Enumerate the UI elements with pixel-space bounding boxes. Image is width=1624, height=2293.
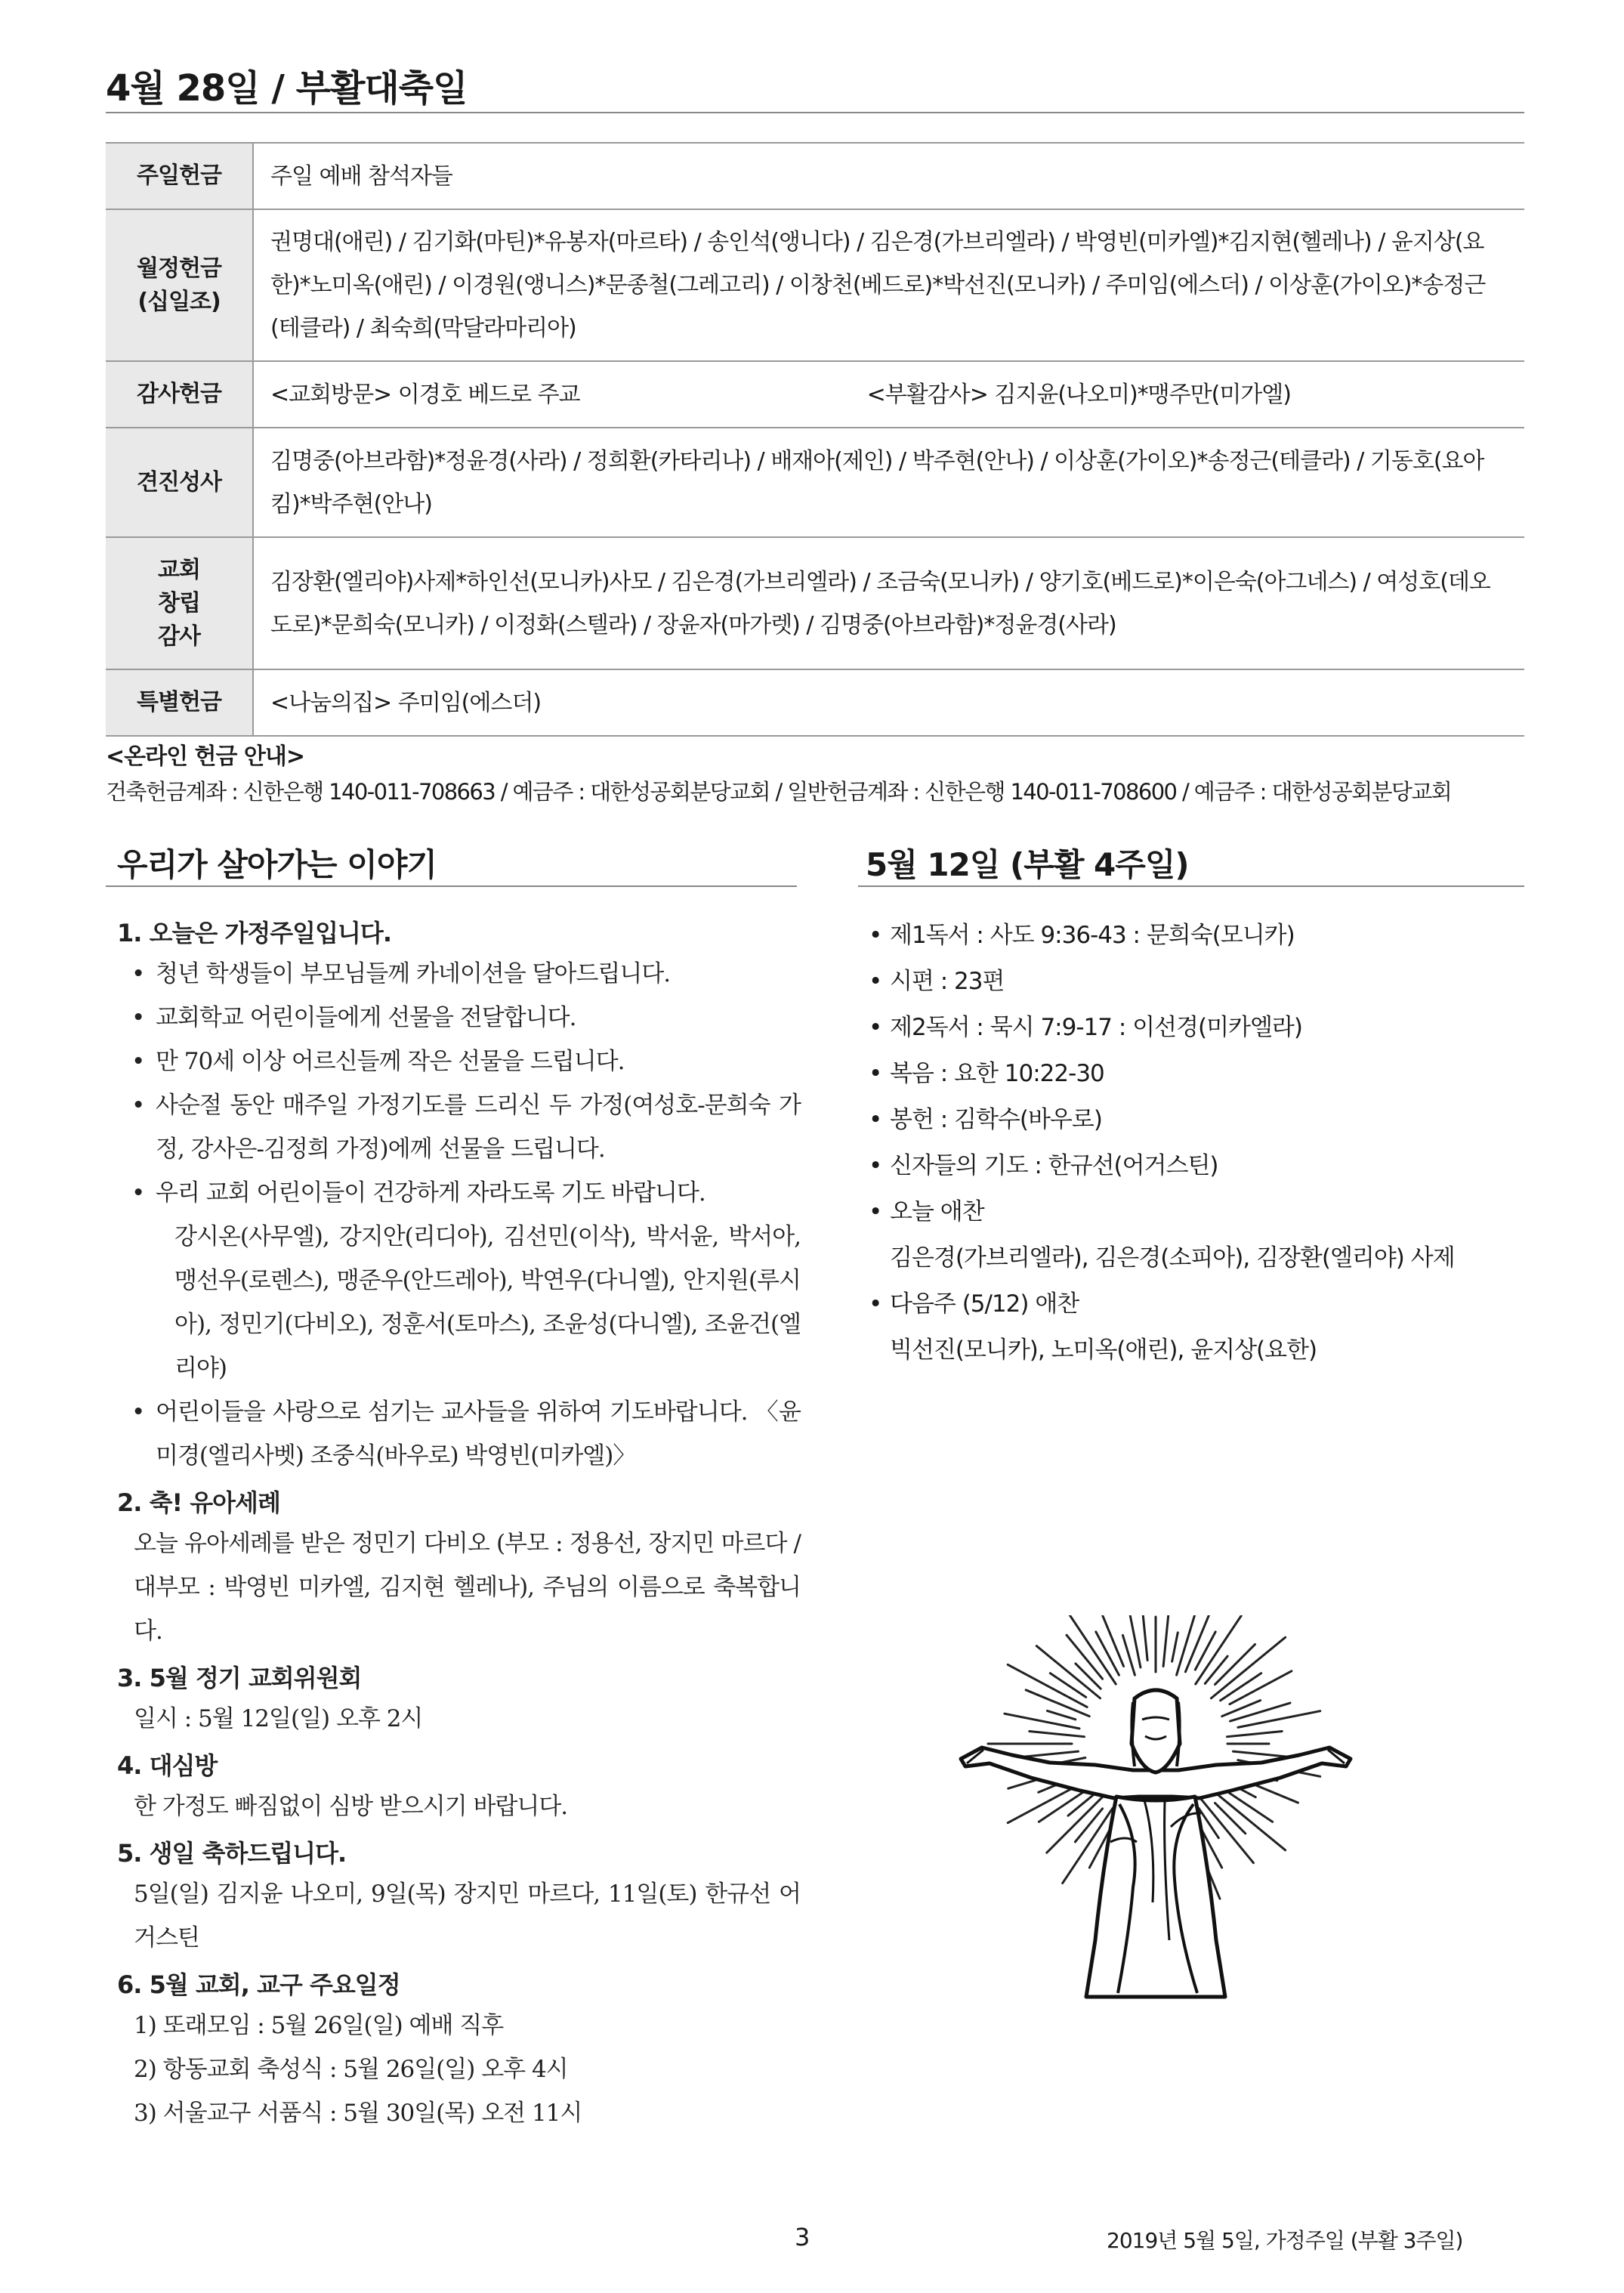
light-ray [1122, 1635, 1135, 1675]
light-ray [1076, 1664, 1101, 1689]
light-ray [1185, 1615, 1220, 1672]
row-label: 감사헌금 [106, 361, 253, 428]
row-label [106, 209, 253, 361]
light-ray [1068, 1793, 1095, 1816]
item-heading: 4. 대심방 [117, 1751, 218, 1780]
row-value: 김장환(엘리야)사제*하인선(모니카)사모 / 김은경(가브리엘라) / 조금숙(모니카) / 양기호(베드로)*이은숙(아그네스) / 여성호(데오도로)*문희숙(모니카) / 이정화(스텔라) / 장윤자(마가렛) / 김명중(아브라함)*정윤경(사라) [253, 537, 1524, 669]
readings-divider [858, 885, 1524, 887]
thanks-visit: <교회방문> 이경호 베드로 주교 [270, 381, 580, 408]
title-divider [106, 112, 1524, 113]
risen-christ-illustration [944, 1615, 1367, 2008]
light-ray [1227, 1732, 1283, 1737]
light-ray [1047, 1710, 1075, 1719]
stories-section [117, 914, 801, 2135]
row-label: 견진성사 [106, 428, 253, 537]
light-ray [1139, 1615, 1147, 1661]
readings-title: 5월 12일 (부활 4주일) [866, 846, 1189, 883]
row-value [253, 361, 1524, 428]
list-item: • 청년 학생들이 부모님들께 카네이션을 달아드립니다. [117, 952, 801, 996]
list-item: • 우리 교회 어린이들이 건강하게 자라도록 기도 바랍니다. [117, 1171, 801, 1215]
row-label [106, 537, 253, 669]
online-offering-accounts: 건축헌금계좌 : 신한은행 140-011-708663 / 예금주 : 대한성공회분당교회 / 일반헌금계좌 : 신한은행 140-011-708600 / 예금주 : 대한성공회분당교회 [106, 779, 1452, 805]
list-item: • 시편 : 23편 [866, 959, 1515, 1005]
item-heading: 6. 5월 교회, 교구 주요일정 [117, 1970, 400, 1999]
offering-table [106, 142, 1524, 737]
light-ray [1163, 1615, 1171, 1666]
light-ray [1008, 1664, 1087, 1707]
thanks-easter: <부활감사> 김지윤(나오미)*맹주만(미가엘) [866, 381, 1291, 408]
row-label: 주일헌금 [106, 143, 253, 209]
list-item: • 복음 : 요한 10:22-30 [866, 1051, 1515, 1097]
item-text: 2) 항동교회 축성식 : 5월 26일(일) 오후 4시 [134, 2056, 568, 2083]
light-ray [1096, 1632, 1119, 1675]
table-row [106, 143, 1524, 209]
item-text: 1) 또래모임 : 5월 26일(일) 예배 직후 [134, 2012, 504, 2039]
table-row [106, 209, 1524, 361]
table-row [106, 669, 1524, 736]
children-names: 강시온(사무엘), 강지안(리디아), 김선민(이삭), 박서윤, 박서아, 맹선우(로렌스), 맹준우(안드레아), 박연우(다니엘), 안지원(루시아), 정민기(다비오), 정훈서(토마스), 조윤성(다니엘), 조윤건(엘리야) [174, 1223, 801, 1382]
light-ray [1036, 1646, 1100, 1698]
row-value: 권명대(애린) / 김기화(마틴)*유봉자(마르타) / 송인석(앵니다) / 김은경(가브리엘라) / 박영빈(미카엘)*김지현(헬레나) / 윤지상(요한)*노미옥(애린) / 이경원(앵니스)*문종철(그레고리) / 이창천(베드로)*박선진(모니카) / 주미임(에스더) / 이상훈(가이오)*송정근(테클라) / 최숙희(막달라마리아) [253, 209, 1524, 361]
light-ray [1195, 1632, 1215, 1670]
label-line: 창립 [158, 589, 200, 617]
footer-date: 2019년 5월 5일, 가정주일 (부활 3주일) [1107, 2228, 1463, 2253]
list-item: • 어린이들을 사랑으로 섬기는 교사들을 위하여 기도바랍니다. 〈윤미경(엘리사벳) 조중식(바우로) 박영빈(미카엘)〉 [117, 1390, 801, 1478]
item-text: 일시 : 5월 12일(일) 오후 2시 [134, 1705, 423, 1732]
table-row [106, 361, 1524, 428]
light-ray [1216, 1793, 1286, 1850]
item-heading: 5. 생일 축하드립니다. [117, 1839, 347, 1868]
light-ray [1030, 1732, 1085, 1737]
online-offering-title: <온라인 헌금 안내> [106, 743, 305, 770]
item-text: 한 가정도 빠짐없이 심방 받으시기 바랍니다. [134, 1793, 568, 1820]
list-item: • 제2독서 : 묵시 7:9-17 : 이선경(미카엘라) [866, 1005, 1515, 1051]
item-text: 오늘 유아세례를 받은 정민기 다비오 (부모 : 정용선, 장지민 마르다 / 대부모 : 박영빈 미카엘, 김지현 헬레나), 주님의 이름으로 축복합니다. [134, 1530, 801, 1645]
light-ray [1047, 1794, 1105, 1853]
table-row [106, 428, 1524, 537]
item-heading: 3. 5월 정기 교회위원회 [117, 1664, 362, 1692]
light-ray [1205, 1656, 1227, 1683]
row-label: 특별헌금 [106, 669, 253, 736]
light-ray [1075, 1809, 1102, 1842]
stories-title: 우리가 살아가는 이야기 [117, 846, 437, 883]
list-item: • 신자들의 기도 : 한규선(어거스틴) [866, 1143, 1515, 1189]
light-ray [1238, 1711, 1320, 1728]
item-heading: 1. 오늘은 가정주일입니다. [117, 919, 391, 947]
label-line: 월정헌금 [137, 255, 221, 282]
label-line: 교회 [158, 556, 200, 583]
row-value: <나눔의집> 주미임(에스더) [253, 669, 1524, 736]
light-ray [1172, 1633, 1178, 1661]
list-item: • 다음주 (5/12) 애찬 [866, 1281, 1515, 1327]
list-item: • 사순절 동안 매주일 가정기도를 드리신 두 가정(여성호-문희숙 가정, 강사은-김정희 가정)에께 선물을 드립니다. [117, 1083, 801, 1171]
stories-divider [106, 885, 797, 887]
page-number: 3 [795, 2223, 810, 2251]
list-item: • 봉헌 : 김학수(바우로) [866, 1097, 1515, 1143]
light-ray [1050, 1673, 1085, 1698]
label-line: (십일조) [137, 288, 221, 315]
page-title: 4월 28일 / 부활대축일 [106, 67, 468, 110]
item-heading: 2. 축! 유아세례 [117, 1488, 280, 1517]
list-item: • 교회학교 어린이들에게 선물을 전달합니다. [117, 996, 801, 1040]
label-line: 감사 [158, 623, 200, 650]
list-item: • 만 70세 이상 어르신들께 작은 선물을 드립니다. [117, 1040, 801, 1083]
list-item: • 오늘 애찬 [866, 1189, 1515, 1235]
item-text: 3) 서울교구 서품식 : 5월 30일(목) 오전 11시 [134, 2100, 582, 2127]
table-row [106, 537, 1524, 669]
light-ray [1201, 1799, 1253, 1862]
list-subitem: 빅선진(모니카), 노미옥(애린), 윤지상(요한) [890, 1337, 1317, 1364]
light-ray [1177, 1615, 1196, 1675]
readings-list [866, 913, 1515, 1374]
list-item: • 제1독서 : 사도 9:36-43 : 문희숙(모니카) [866, 913, 1515, 959]
light-ray [1196, 1615, 1242, 1684]
list-subitem: 김은경(가브리엘라), 김은경(소피아), 김장환(엘리야) 사제 [890, 1244, 1455, 1272]
row-value: 주일 예배 참석자들 [253, 143, 1524, 209]
light-ray [1211, 1637, 1285, 1698]
light-ray [1005, 1714, 1079, 1729]
item-text: 5일(일) 김지윤 나오미, 9일(목) 장지민 마르다, 11일(토) 한규선 어거스틴 [134, 1880, 801, 1952]
light-ray [1215, 1803, 1245, 1833]
row-value: 김명중(아브라함)*정윤경(사라) / 정희환(카타리나) / 배재아(제인) / 박주현(안나) / 이상훈(가이오)*송정근(테클라) / 기동호(요아킴)*박주현(안나) [253, 428, 1524, 537]
